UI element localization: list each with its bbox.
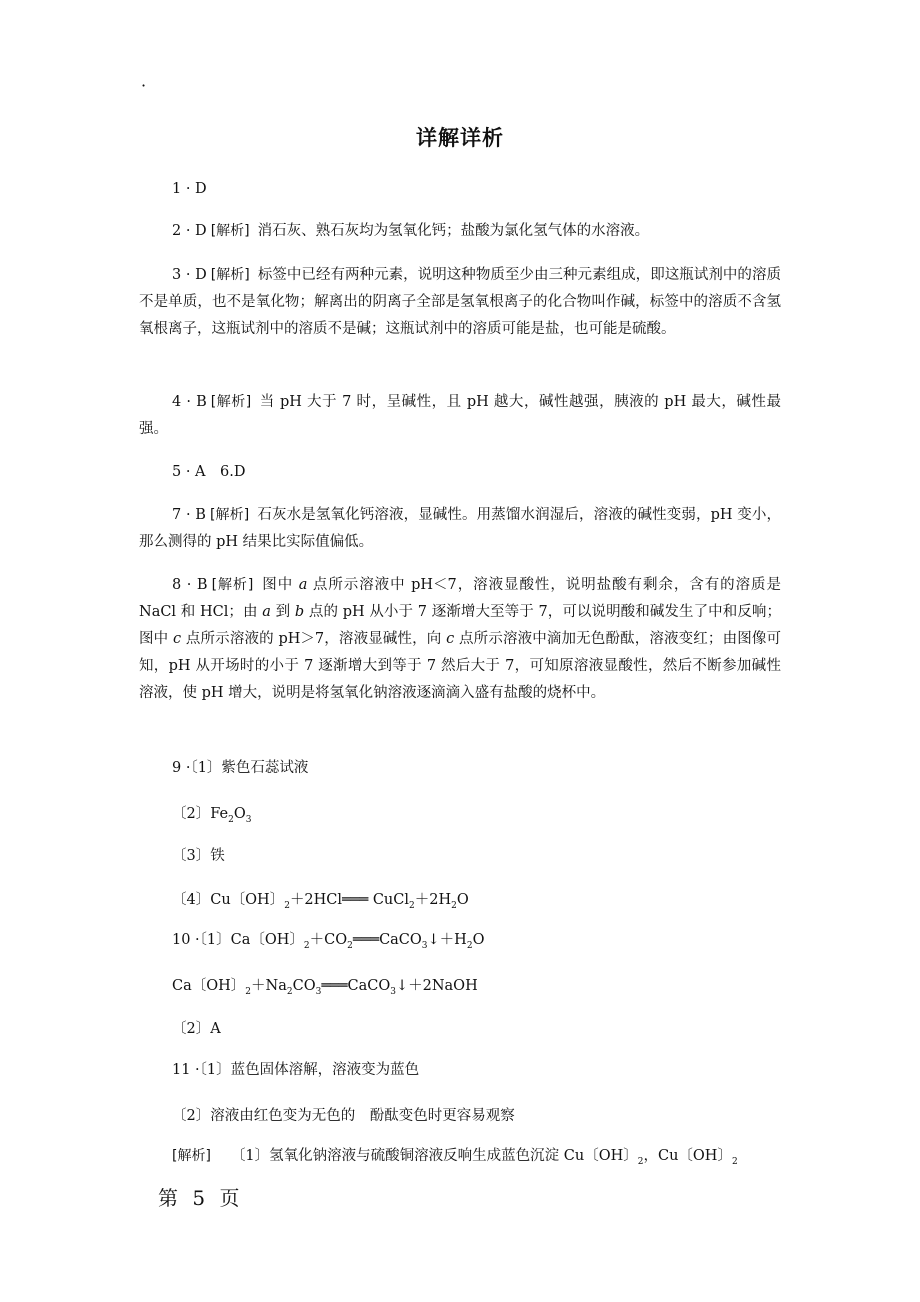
answer-text: 当 pH 大于 7 时，呈碱性，且 pH 越大，碱性越强，胰液的 pH 最大，碱性最强。 [139, 394, 781, 437]
answer-9-3: 〔3〕铁 [172, 848, 225, 864]
answer-text: 标签中已经有两种元素，说明这种物质至少由三种元素组成，即这瓶试剂中的溶质不是单质，也不是氧化物；解离出的阴离子全部是氢氧根离子的化合物叫作碱，标签中的溶质不含氢氧根离子，这瓶试剂中的溶质不是碱；这瓶试剂中的溶质可能是盐，也可能是硫酸。 [139, 267, 781, 337]
answer-number: 2 · D [172, 223, 207, 239]
answer-number: 3 · D [172, 267, 207, 283]
analysis-tag: [解析] [172, 1148, 211, 1164]
answer-11-2: 〔2〕溶液由红色变为无色的 酚酞变色时更容易观察 [172, 1108, 515, 1124]
analysis-tag: [解析] [209, 507, 250, 523]
answer-text: 图中 a 点所示溶液中 pH＜7，溶液显酸性，说明盐酸有剩余，含有的溶质是 NaCl 和 HCl；由 a 到 b 点的 pH 从小于 7 逐渐增大至等于 7，可以说明酸和碱发生了中和反响；图中 c 点所示溶液的 pH＞7，溶液显碱性，向 c 点所示溶液中滴加无色酚酞，溶液变红；由图像可知，pH 从开场时的小于 7 逐渐增大到等于 7 然后大于 7，可知原溶液显酸性，然后不断参加碱性溶液，使 pH 增大，说明是将氢氧化钠溶液逐滴滴入盛有盐酸的烧杯中。 [139, 577, 781, 701]
answer-number: 8 · B [172, 577, 208, 593]
answer-9-2: 〔2〕$Fe_2O_3$ [172, 806, 252, 825]
analysis-tag: [解析] [210, 267, 250, 283]
answer-11-analysis: [解析] 〔1〕氢氧化钠溶液与硫酸铜溶液反响生成蓝色沉淀 Cu〔OH〕$_2$，Cu〔OH〕$_2$ [172, 1148, 738, 1167]
answer-10-2: 〔2〕A [172, 1021, 221, 1037]
answer-10-1: 10 ·〔1〕Ca〔OH〕$_2+CO_2═══CaCO_3↓+H_2O$ [172, 932, 485, 951]
answer-number: 4 · B [172, 394, 207, 410]
page-number: 第 5 页 [158, 1186, 244, 1210]
answer-9-4: 〔4〕Cu〔OH〕$_2$＋2HCl═══ $CuCl_2+2H_2O$ [172, 892, 469, 911]
page-dot: · [141, 76, 147, 95]
answer-5-6: 5 · A 6.D [172, 464, 246, 480]
answer-9-1: 9 ·〔1〕紫色石蕊试液 [172, 760, 309, 776]
answer-text: 消石灰、熟石灰均为氢氧化钙；盐酸为氯化氢气体的水溶液。 [257, 223, 650, 239]
analysis-tag: [解析] [211, 577, 254, 593]
answer-11-1: 11 ·〔1〕蓝色固体溶解，溶液变为蓝色 [172, 1062, 420, 1078]
answer-10-equation-2: Ca〔OH〕$_2+Na_2CO_3═══CaCO_3↓+2NaOH$ [172, 978, 478, 997]
answer-3 [139, 262, 781, 343]
answer-number: 7 · B [172, 507, 206, 523]
answer-7 [139, 502, 781, 556]
answer-8 [139, 572, 781, 707]
page-title: 详解详析 [416, 126, 504, 150]
answer-2 [139, 218, 781, 245]
answer-text: 石灰水是氢氧化钙溶液，显碱性。用蒸馏水润湿后，溶液的碱性变弱，pH 变小，那么测得的 pH 结果比实际值偏低。 [139, 507, 781, 550]
answer-4 [139, 389, 781, 443]
analysis-tag: [解析] [210, 223, 250, 239]
answer-1: 1 · D [172, 181, 207, 197]
analysis-tag: [解析] [210, 394, 252, 410]
